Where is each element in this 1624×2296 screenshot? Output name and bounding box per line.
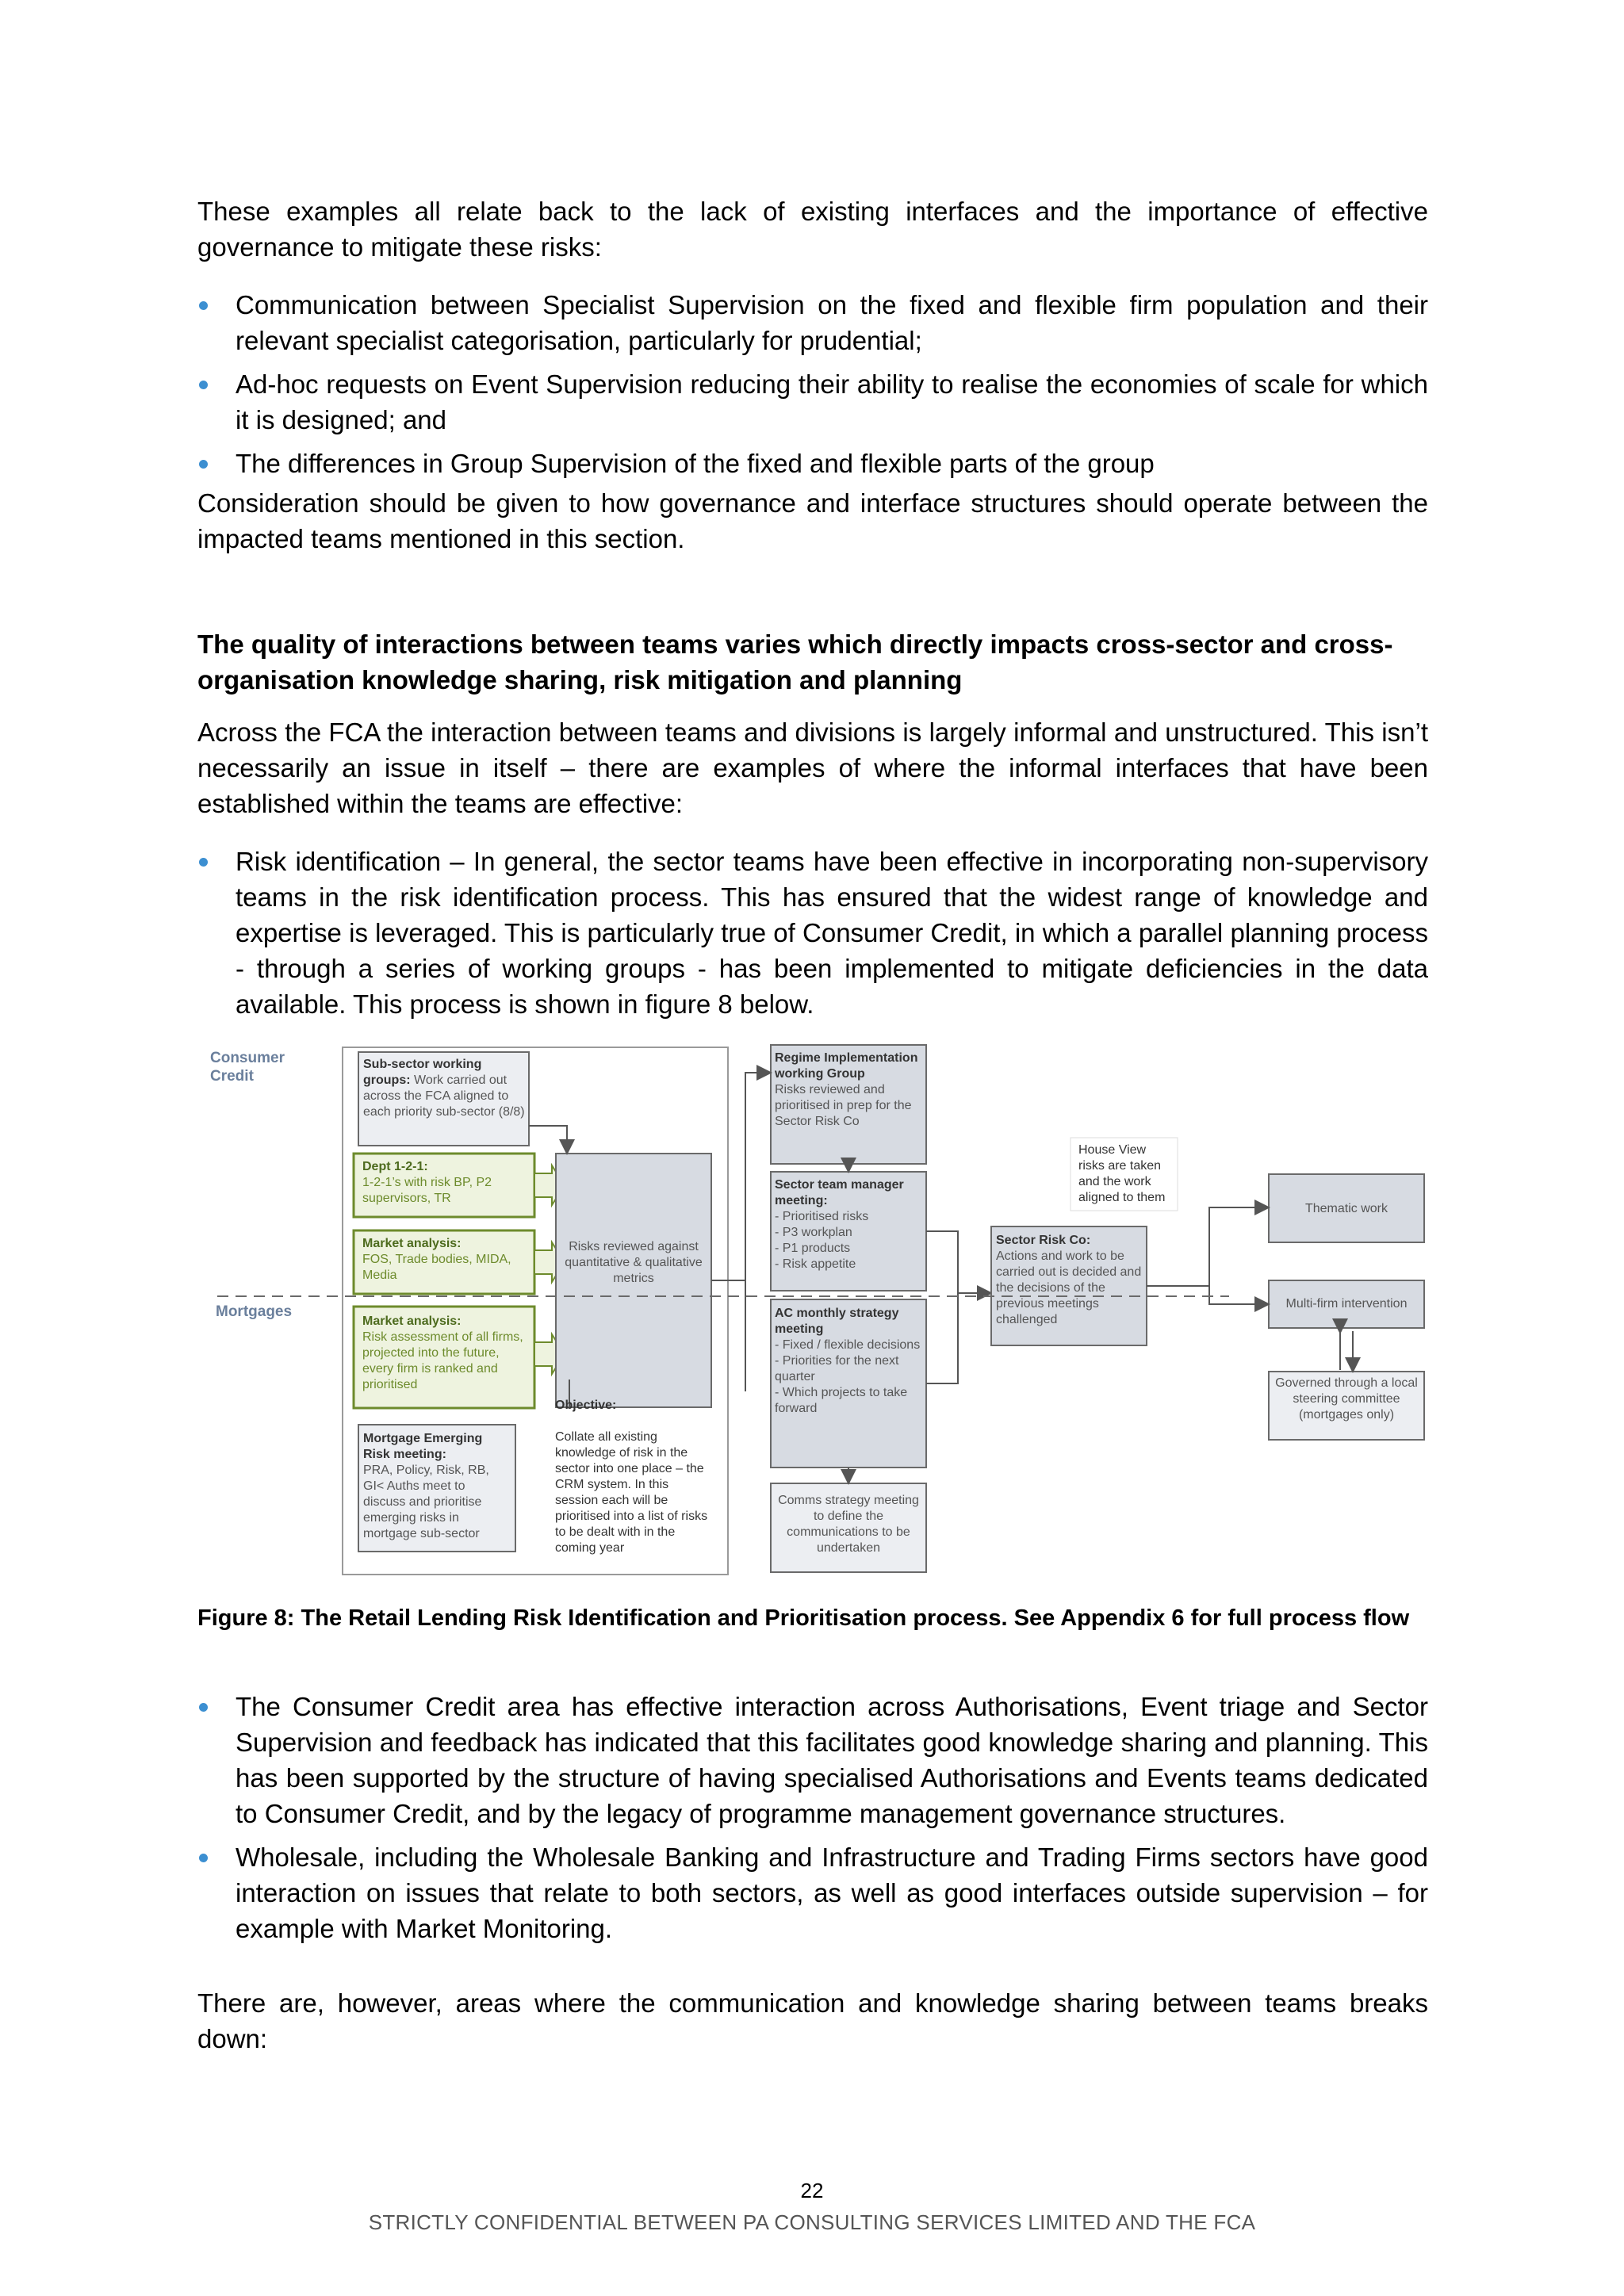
section-paragraph: Across the FCA the interaction between teams and divisions is largely informal and unstructured. This isn’t necessarily an issue in itself – there are examples of where the informal interfaces that have been established within the teams are effective: <box>197 718 1428 818</box>
figure-caption: Figure 8: The Retail Lending Risk Identification and Prioritisation process. See Appendix 6 for full process flow <box>197 1605 1410 1631</box>
page-number: 22 <box>800 2179 824 2202</box>
ac-monthly-text: AC monthly strategy meeting - Fixed / flexible decisions - Priorities for the next quarter - Which projects to take forward <box>775 1307 921 1415</box>
market2-text: Market analysis: Risk assessment of all firms, projected into the future, every firm is ranked and prioritised <box>362 1314 523 1391</box>
section-bullet-list <box>197 844 1428 1022</box>
sector-team-text: Sector team manager meeting: - Prioritised risks - P3 workplan - P1 products - Risk appetite <box>775 1178 904 1271</box>
bullet-icon <box>199 301 208 310</box>
market1-text: Market analysis: FOS, Trade bodies, MIDA, Media <box>362 1237 511 1282</box>
bullet-icon <box>199 858 208 867</box>
intro-paragraph: These examples all relate back to the lack of existing interfaces and the importance of effective governance to mitigate these risks: <box>197 197 1428 262</box>
house-view-text: House View risks are taken and the work aligned to them <box>1078 1143 1166 1204</box>
list-item: Wholesale, including the Wholesale Banking and Infrastructure and Trading Firms sectors have good interaction on issues that relate to both sectors, as well as good interfaces outside supervision – for example with Market Monitoring. <box>197 1839 1428 1946</box>
subsector-text: Sub-sector working groups: Work carried out across the FCA aligned to each priority sub-sector (8/8) <box>363 1058 525 1119</box>
bullet-icon <box>199 1854 208 1862</box>
consumer-credit-label: Consumer Credit <box>210 1050 285 1085</box>
list-item: The Consumer Credit area has effective interaction across Authorisations, Event triage and Sector Supervision and feedback has indicated that this facilitates good knowledge sharing and planning. This has been supported by the structure of having specialised Authorisations and Events teams dedicated to Consumer Credit, and by the legacy of programme management governance structures. <box>197 1689 1428 1831</box>
list-item: Ad-hoc requests on Event Supervision reducing their ability to realise the economies of scale for which it is designed; and <box>197 366 1428 438</box>
intro-closing: Consideration should be given to how governance and interface structures should operate between the impacted teams mentioned in this section. <box>197 488 1428 553</box>
intro-bullet-list <box>197 287 1428 481</box>
after-bullet-list <box>197 1689 1428 1946</box>
list-item: Communication between Specialist Supervision on the fixed and flexible firm population and their relevant specialist categorisation, particularly for prudential; <box>197 287 1428 358</box>
mortgages-label: Mortgages <box>216 1303 293 1320</box>
list-item: Risk identification – In general, the sector teams have been effective in incorporating non-supervisory teams in the risk identification process. This has ensured that the widest range of knowledge and expertise is leveraged. This is particularly true of Consumer Credit, in which a parallel planning process - through a series of working groups - has been implemented to mitigate deficiencies in the data available. This process is shown in figure 8 below. <box>197 844 1428 1022</box>
bullet-icon <box>199 1703 208 1712</box>
governed-text: Governed through a local steering committee (mortgages only) <box>1275 1376 1418 1422</box>
bullet-icon <box>199 460 208 469</box>
multifirm-text: Multi-firm intervention <box>1285 1297 1408 1311</box>
bullet-icon <box>199 381 208 389</box>
comms-text: Comms strategy meeting to define the communications to be undertaken <box>778 1494 919 1555</box>
objective-text: Objective: Collate all existing knowledge of risk in the sector into one place – the CRM system. In this session each will be prioritised into a list of risks to be dealt with in the coming year <box>555 1399 708 1555</box>
regime-text: Regime Implementation working Group Risks reviewed and prioritised in prep for the Sector Risk Co <box>775 1051 918 1128</box>
thematic-text: Thematic work <box>1304 1202 1388 1215</box>
after-closing: There are, however, areas where the communication and knowledge sharing between teams breaks down: <box>197 1988 1428 2053</box>
risks-reviewed-text: Risks reviewed against quantitative & qualitative metrics <box>565 1240 703 1285</box>
confidential-footer: STRICTLY CONFIDENTIAL BETWEEN PA CONSULTING SERVICES LIMITED AND THE FCA <box>368 2210 1256 2234</box>
sector-risk-text: Sector Risk Co: Actions and work to be carried out is decided and the decisions of the previous meetings challenged <box>996 1234 1142 1326</box>
mortgage-meeting-text: Mortgage Emerging Risk meeting: PRA, Policy, Risk, RB, GI< Auths meet to discuss and prioritise emerging risks in mortgage sub-sector <box>363 1432 489 1540</box>
section-heading: The quality of interactions between teams varies which directly impacts cross-sector and cross-organisation knowledge sharing, risk mitigation and planning <box>197 629 1393 695</box>
process-flow-diagram <box>206 1043 1435 1583</box>
dept121-text: Dept 1-2-1: 1-2-1’s with risk BP, P2 supervisors, TR <box>362 1160 492 1205</box>
list-item: The differences in Group Supervision of the fixed and flexible parts of the group <box>197 446 1428 481</box>
